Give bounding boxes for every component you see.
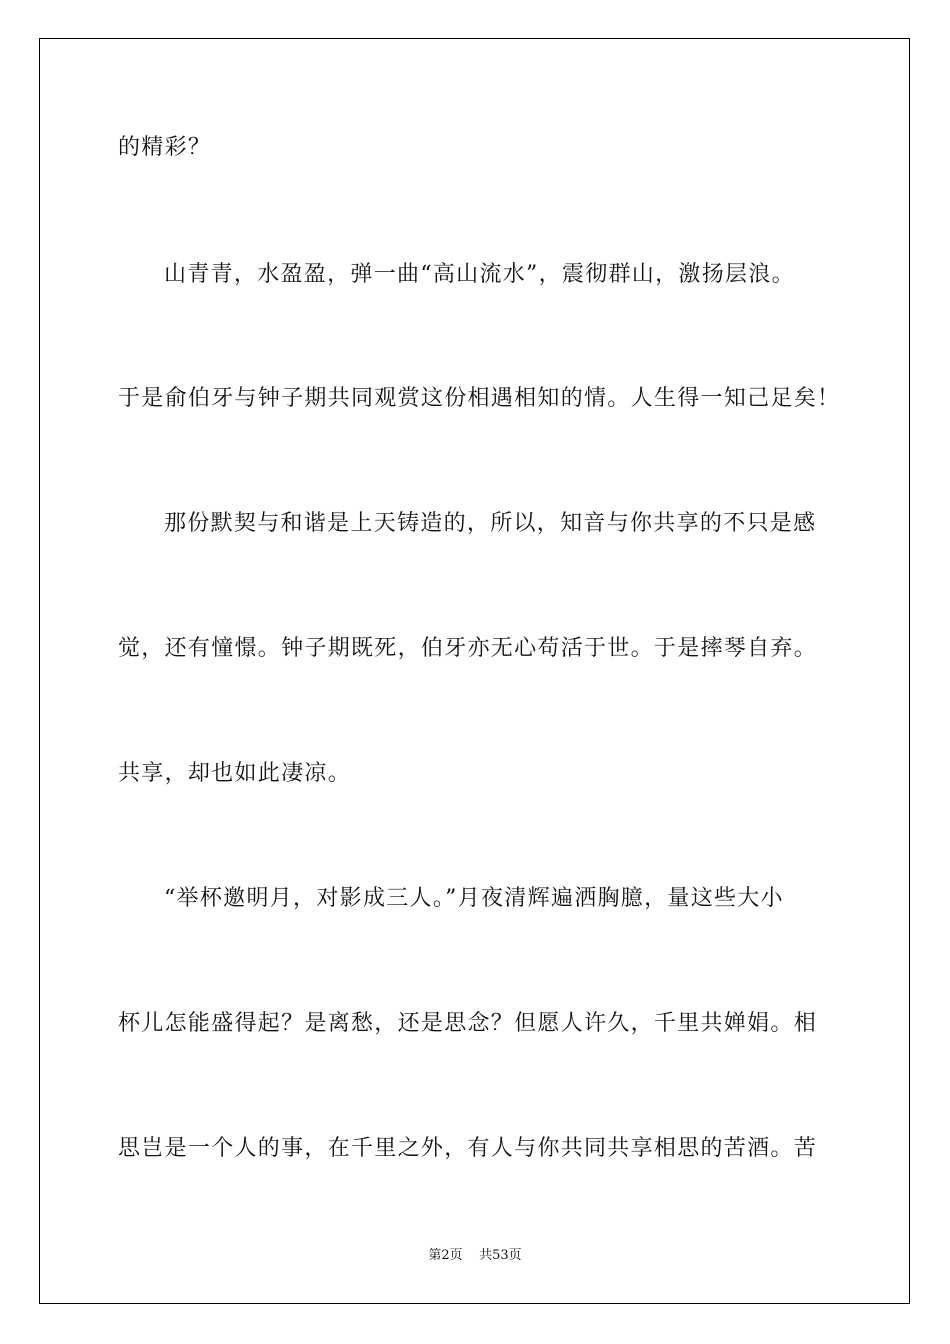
text-line-4: 那份默契与和谐是上天铸造的，所以，知音与你共享的不只是感 [164, 511, 817, 536]
page-number-footer: 第2页 共53页 [428, 1248, 522, 1263]
text-line-8: 杯儿怎能盛得起？是离愁，还是思念？但愿人许久，千里共婵娟。相 [118, 1011, 818, 1036]
text-line-1: 的精彩？ [118, 135, 212, 160]
text-line-7: “举杯邀明月，对影成三人。”月夜清辉遍洒胸臆，量这些大小 [164, 886, 784, 911]
text-line-5: 觉，还有憧憬。钟子期既死，伯牙亦无心苟活于世。于是摔琴自弃。 [118, 636, 818, 661]
text-line-3: 于是俞伯牙与钟子期共同观赏这份相遇相知的情。人生得一知己足矣！ [118, 386, 841, 411]
text-line-9: 思岂是一个人的事，在千里之外，有人与你共同共享相思的苦酒。苦 [118, 1136, 818, 1161]
text-line-2: 山青青，水盈盈，弹一曲“高山流水”，震彻群山，激扬层浪。 [164, 262, 795, 287]
text-line-6: 共享，却也如此凄凉。 [118, 761, 352, 786]
page-border [39, 38, 910, 1304]
